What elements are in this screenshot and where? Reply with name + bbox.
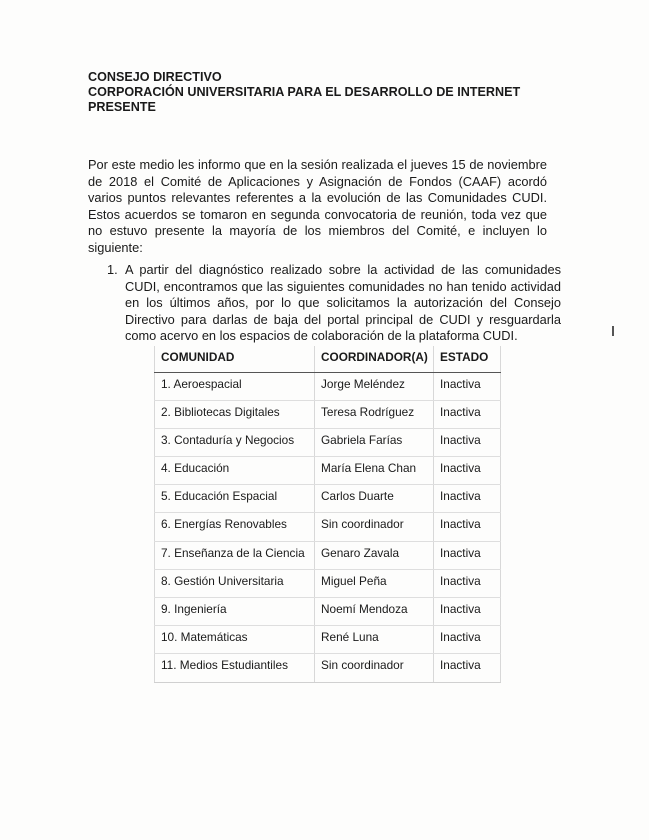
- table-row: [155, 541, 501, 569]
- cell-coordinador: Carlos Duarte: [315, 485, 434, 513]
- table-row: [155, 626, 501, 654]
- cell-estado: Inactiva: [434, 569, 501, 597]
- table-row: [155, 400, 501, 428]
- table-row: [155, 569, 501, 597]
- cell-coordinador: René Luna: [315, 626, 434, 654]
- cell-estado: Inactiva: [434, 654, 501, 682]
- table-row: [155, 457, 501, 485]
- cell-coordinador: Miguel Peña: [315, 569, 434, 597]
- cell-comunidad: 1. Aeroespacial: [155, 372, 315, 400]
- header-comunidad: COMUNIDAD: [155, 346, 315, 372]
- cell-estado: Inactiva: [434, 513, 501, 541]
- cell-coordinador: Teresa Rodríguez: [315, 400, 434, 428]
- cell-estado: Inactiva: [434, 400, 501, 428]
- table-row: [155, 513, 501, 541]
- cell-comunidad: 10. Matemáticas: [155, 626, 315, 654]
- header-estado: ESTADO: [434, 346, 501, 372]
- table-row: [155, 372, 501, 400]
- cell-comunidad: 4. Educación: [155, 457, 315, 485]
- letter-header: [88, 70, 558, 115]
- cell-estado: Inactiva: [434, 598, 501, 626]
- margin-mark: [612, 326, 614, 336]
- cell-coordinador: Genaro Zavala: [315, 541, 434, 569]
- cell-estado: Inactiva: [434, 428, 501, 456]
- cell-comunidad: 2. Bibliotecas Digitales: [155, 400, 315, 428]
- cell-estado: Inactiva: [434, 626, 501, 654]
- list-item-number: 1.: [107, 262, 118, 277]
- presente-line: PRESENTE: [88, 100, 156, 114]
- cell-estado: Inactiva: [434, 485, 501, 513]
- header-coordinador: COORDINADOR(A): [315, 346, 434, 372]
- communities-table: [154, 346, 501, 683]
- intro-paragraph: Por este medio les informo que en la sesión realizada el jueves 15 de noviembre de 2018 el Comité de Aplicaciones y Asignación de Fondos (CAAF) acordó varios puntos relevantes referentes a la evolución de las Comunidades CUDI. Estos acuerdos se tomaron en segunda convocatoria de reunión, toda vez que no estuvo presente la mayoría de los miembros del Comité, e incluyen lo siguiente:: [88, 157, 547, 255]
- cell-coordinador: Jorge Meléndez: [315, 372, 434, 400]
- list-item: [107, 262, 561, 345]
- organization-line: CORPORACIÓN UNIVERSITARIA PARA EL DESARROLLO DE INTERNET: [88, 85, 521, 99]
- cell-comunidad: 8. Gestión Universitaria: [155, 569, 315, 597]
- cell-comunidad: 7. Enseñanza de la Ciencia: [155, 541, 315, 569]
- cell-estado: Inactiva: [434, 372, 501, 400]
- cell-comunidad: 5. Educación Espacial: [155, 485, 315, 513]
- cell-coordinador: Gabriela Farías: [315, 428, 434, 456]
- cell-coordinador: Sin coordinador: [315, 654, 434, 682]
- cell-estado: Inactiva: [434, 541, 501, 569]
- list-item-text: A partir del diagnóstico realizado sobre la actividad de las comunidades CUDI, encontramos que las siguientes comunidades no han tenido actividad en los últimos años, por lo que solicitamos la autorización del Consejo Directivo para darlas de baja del portal principal de CUDI y resguardarla como acervo en los espacios de colaboración de la plataforma CUDI.: [125, 262, 561, 344]
- table-row: [155, 428, 501, 456]
- cell-estado: Inactiva: [434, 457, 501, 485]
- cell-coordinador: Sin coordinador: [315, 513, 434, 541]
- cell-coordinador: María Elena Chan: [315, 457, 434, 485]
- table-row: [155, 654, 501, 682]
- cell-comunidad: 6. Energías Renovables: [155, 513, 315, 541]
- addressee-line: CONSEJO DIRECTIVO: [88, 70, 222, 84]
- table-row: [155, 598, 501, 626]
- table-header-row: [155, 346, 501, 372]
- cell-comunidad: 9. Ingeniería: [155, 598, 315, 626]
- cell-coordinador: Noemí Mendoza: [315, 598, 434, 626]
- table-row: [155, 485, 501, 513]
- cell-comunidad: 11. Medios Estudiantiles: [155, 654, 315, 682]
- cell-comunidad: 3. Contaduría y Negocios: [155, 428, 315, 456]
